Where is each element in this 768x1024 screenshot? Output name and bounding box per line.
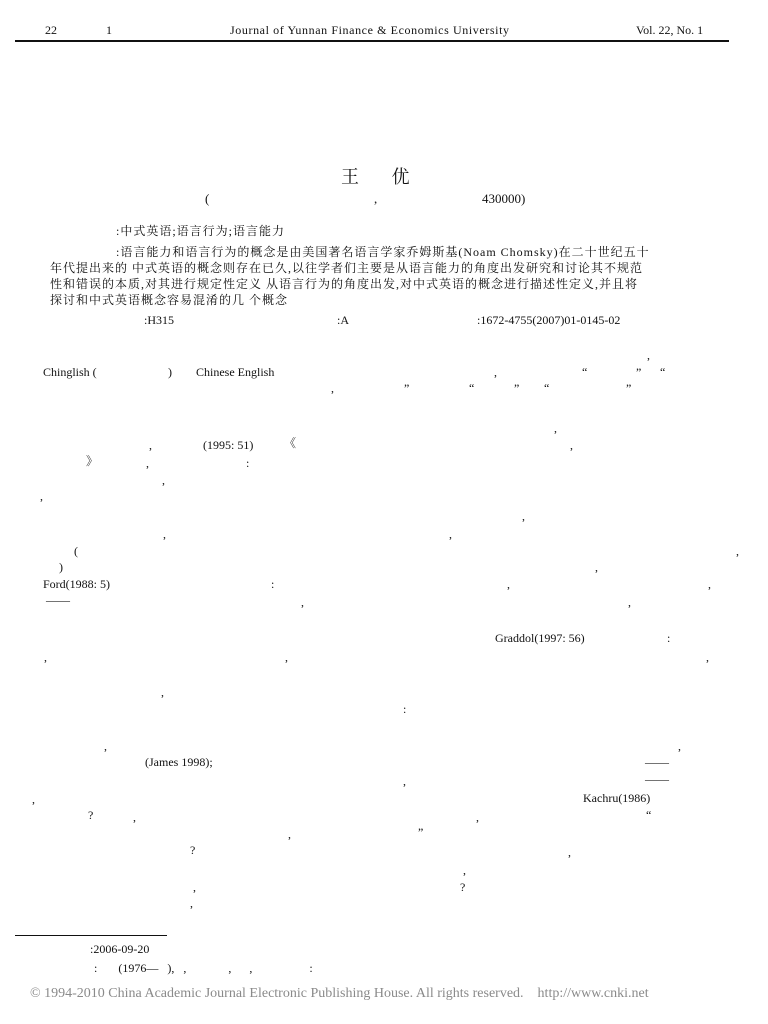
body-fragment: —— [46,593,70,607]
body-fragment: , [507,577,510,591]
body-fragment: 》 [86,454,99,468]
body-fragment: , [32,792,35,806]
volume-info: Vol. 22, No. 1 [636,23,704,37]
body-fragment: Ford(1988: 5) [43,577,110,591]
body-fragment: , [628,595,631,609]
body-fragment: —— [645,772,669,786]
body-fragment: , [163,527,166,541]
body-fragment: , [146,456,149,470]
body-fragment: , [678,739,681,753]
body-fragment: : [403,702,407,716]
page-number: 22 [45,23,57,37]
body-fragment: ” [418,825,424,839]
body-fragment: , [149,438,152,452]
body-fragment: , [708,577,711,591]
body-fragment: , [568,845,571,859]
body-fragment: Kachru(1986) [583,791,651,805]
journal-title: Journal of Yunnan Finance & Economics University [230,23,510,37]
affiliation-open: ( [205,191,210,206]
body-fragment: , [133,810,136,824]
body-fragment: , [449,527,452,541]
body-fragment: , [104,739,107,753]
body-fragment: , [161,685,164,699]
body-fragment: : [246,456,250,470]
body-fragment: : [667,631,671,645]
body-fragment: “ [544,381,550,395]
body-fragment: ” [636,365,642,379]
body-fragment: , [595,560,598,574]
body-fragment: ) [59,560,63,574]
body-fragment: , [288,827,291,841]
body-fragment: , [162,473,165,487]
body-fragment: , [570,438,573,452]
abstract-line: 年代提出来的 中式英语的概念则存在已久,以往学者们主要是从语言能力的角度出发研究和讨论其不规范 [50,261,644,275]
body-fragment: , [736,544,739,558]
copyright-footer: © 1994-2010 China Academic Journal Electronic Publishing House. All rights reserved. http://www.cnki.net [30,986,649,1001]
body-fragment: ? [88,808,94,822]
affiliation-comma: , [374,191,378,206]
abstract-line: 探讨和中式英语概念容易混淆的几 个概念 [50,293,289,307]
abstract-line: :语言能力和语言行为的概念是由美国著名语言学家乔姆斯基(Noam Chomsky)在二十世纪五十 [116,245,650,259]
body-fragment: “ [469,381,475,395]
keywords: :中式英语;语言行为;语言能力 [116,224,286,238]
body-fragment: , [522,509,525,523]
body-fragment: , [40,489,43,503]
body-fragment: Chinese English [196,365,275,379]
author-bio: : (1976— ), , , , : [94,961,313,975]
body-fragment: ? [190,843,196,857]
body-fragment: , [331,381,334,395]
body-fragment: (1995: 51) [203,438,254,452]
body-fragment: 《 [284,436,297,450]
body-fragment: ” [514,381,520,395]
header-rule [15,40,729,42]
body-fragment: , [285,650,288,664]
affiliation-postcode: 430000) [482,191,526,206]
body-fragment: “ [646,808,652,822]
body-fragment: , [44,650,47,664]
body-fragment: , [647,348,650,362]
body-fragment: “ [582,365,588,379]
body-fragment: —— [645,755,669,769]
body-fragment: , [463,863,466,877]
body-fragment: , [190,896,193,910]
issue-fragment: 1 [106,23,112,37]
author-name: 王 优 [341,167,424,187]
body-fragment: , [706,650,709,664]
body-fragment: Chinglish ( [43,365,97,379]
clc-number: :H315 [144,313,174,327]
body-fragment: , [193,880,196,894]
footnote-rule [15,935,167,936]
received-date: :2006-09-20 [90,942,150,956]
body-fragment: Graddol(1997: 56) [495,631,585,645]
body-fragment: , [494,365,497,379]
body-fragment: ” [404,381,410,395]
body-fragment: , [301,595,304,609]
body-fragment: , [476,810,479,824]
body-fragment: ) [168,365,172,379]
body-fragment: “ [660,365,666,379]
abstract-line: 性和错误的本质,对其进行规定性定义 从语言行为的角度出发,对中式英语的概念进行描述性定义,并且将 [50,277,639,291]
body-fragment: ” [626,381,632,395]
body-fragment: (James 1998); [145,755,213,769]
body-fragment: ( [74,544,78,558]
body-fragment: : [271,577,275,591]
body-fragment: ? [460,880,466,894]
body-fragment: , [403,774,406,788]
body-fragment: , [554,421,557,435]
abstract [50,244,712,308]
article-id: :1672-4755(2007)01-0145-02 [477,313,621,327]
document-code: :A [337,313,349,327]
